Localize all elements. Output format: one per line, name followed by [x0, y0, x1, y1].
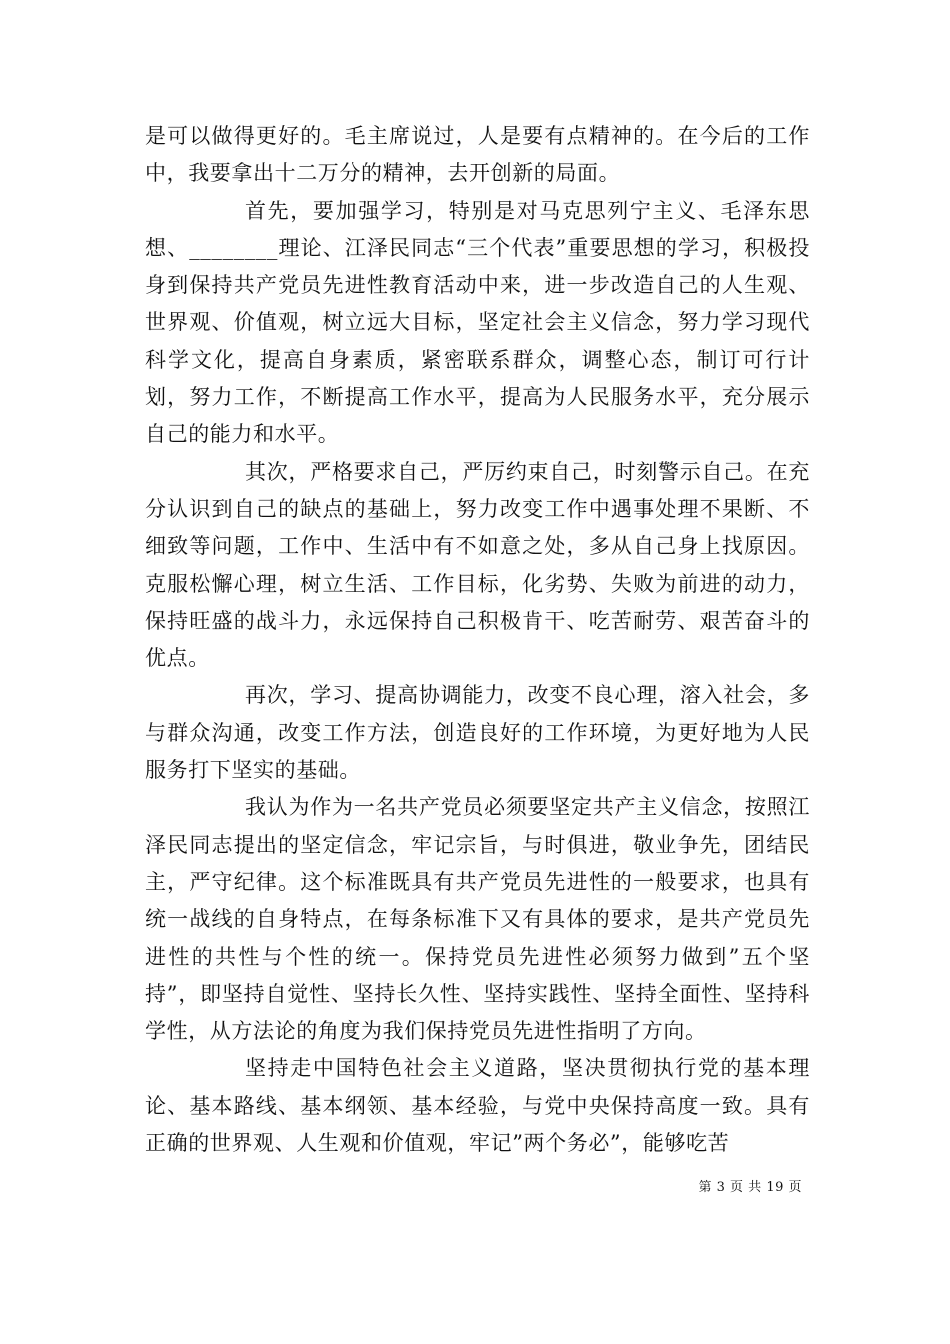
body-text [145, 118, 810, 1162]
paragraph-party-member-belief: 我认为作为一名共产党员必须要坚定共产主义信念，按照江泽民同志提出的坚定信念，牢记宗旨，与时俱进，敬业争先，团结民主，严守纪律。这个标准既具有共产党员先进性的一般要求，也具有统一战线的自身特点，在每条标准下又有具体的要求，是共产党员先进性的共性与个性的统一。保持党员先进性必须努力做到”五个坚持”，即坚持自觉性、坚持长久性、坚持实践性、坚持全面性、坚持科学性，从方法论的角度为我们保持党员先进性指明了方向。 [145, 795, 810, 1044]
paragraph-socialist-road: 坚持走中国特色社会主义道路，坚决贯彻执行党的基本理论、基本路线、基本纲领、基本经验，与党中央保持高度一致。具有正确的世界观、人生观和价值观，牢记”两个务必”，能够吃苦 [145, 1056, 810, 1156]
paragraph-first-point: 首先，要加强学习，特别是对马克思列宁主义、毛泽东思想、________理论、江泽民同志“三个代表”重要思想的学习，积极投身到保持共产党员先进性教育活动中来，进一步改造自己的人生观、世界观、价值观，树立远大目标，坚定社会主义信念，努力学习现代科学文化，提高自身素质，紧密联系群众，调整心态，制订可行计划，努力工作，不断提高工作水平，提高为人民服务水平，充分展示自己的能力和水平。 [145, 198, 810, 447]
page-number-footer: 第 3 页 共 19 页 [698, 1180, 802, 1195]
paragraph-second-point: 其次，严格要求自己，严厉约束自己，时刻警示自己。在充分认识到自己的缺点的基础上，努力改变工作中遇事处理不果断、不细致等问题，工作中、生活中有不如意之处，多从自己身上找原因。克服松懈心理，树立生活、工作目标，化劣势、失败为前进的动力，保持旺盛的战斗力，永远保持自己积极肯干、吃苦耐劳、艰苦奋斗的优点。 [145, 459, 810, 671]
paragraph-third-point: 再次，学习、提高协调能力，改变不良心理，溶入社会，多与群众沟通，改变工作方法，创造良好的工作环境，为更好地为人民服务打下坚实的基础。 [145, 683, 810, 783]
paragraph-continuation: 是可以做得更好的。毛主席说过，人是要有点精神的。在今后的工作中，我要拿出十二万分的精神，去开创新的局面。 [145, 124, 810, 186]
